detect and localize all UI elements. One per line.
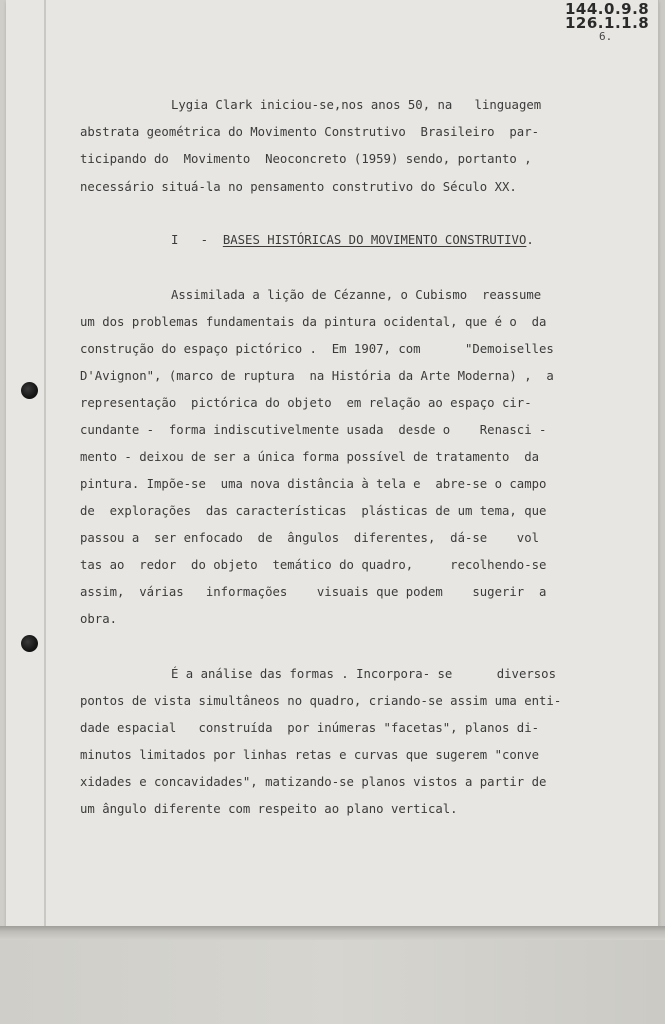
archive-ref-2: 126.1.1.8	[565, 14, 650, 32]
para3-line-2: pontos de vista simultâneos no quadro, criando-se assim uma enti-	[80, 694, 562, 708]
punch-hole-bottom	[21, 635, 38, 652]
para2-line-1: Assimilada a lição de Cézanne, o Cubismo reassume	[171, 288, 542, 302]
para2-line-11: tas ao redor do objeto temático do quadro, recolhendo-se	[80, 558, 547, 572]
para2-line-10: passou a ser enfocado de ângulos diferentes, dá-se vol	[80, 531, 540, 545]
para1-line-2: abstrata geométrica do Movimento Construtivo Brasileiro par-	[80, 125, 540, 139]
para2-line-8: pintura. Impõe-se uma nova distância à tela e abre-se o campo	[80, 477, 547, 491]
page-number: 6.	[599, 30, 613, 43]
page-fold-line	[44, 0, 46, 926]
para2-line-12: assim, várias informações visuais que podem sugerir a	[80, 585, 547, 599]
para1-line-1: Lygia Clark iniciou-se,nos anos 50, na linguagem	[171, 98, 542, 112]
section-heading	[171, 233, 534, 247]
para1-line-3: ticipando do Movimento Neoconcreto (1959) sendo, portanto ,	[80, 152, 532, 166]
para3-line-3: dade espacial construída por inúmeras "facetas", planos di-	[80, 721, 540, 735]
para3-line-4: minutos limitados por linhas retas e curvas que sugerem "conve	[80, 748, 540, 762]
page-bottom-edge	[0, 926, 665, 940]
para3-line-1: É a análise das formas . Incorpora- se diversos	[171, 667, 556, 681]
para2-line-6: cundante - forma indiscutivelmente usada desde o Renasci -	[80, 423, 547, 437]
para2-line-4: D'Avignon", (marco de ruptura na História da Arte Moderna) , a	[80, 369, 554, 383]
heading-period: .	[526, 233, 534, 247]
archive-ref-1: 144.0.9.8	[565, 0, 650, 18]
para2-line-9: de explorações das características plásticas de um tema, que	[80, 504, 547, 518]
para2-line-3: construção do espaço pictórico . Em 1907, com "Demoiselles	[80, 342, 554, 356]
para3-line-5: xidades e concavidades", matizando-se planos vistos a partir de	[80, 775, 547, 789]
archive-reference	[565, 0, 650, 43]
para1-line-4: necessário situá-la no pensamento construtivo do Século XX.	[80, 180, 517, 194]
para3-line-6: um ângulo diferente com respeito ao plano vertical.	[80, 802, 458, 816]
punch-hole-top	[21, 382, 38, 399]
heading-number: I -	[171, 233, 223, 247]
para2-line-5: representação pictórica do objeto em relação ao espaço cir-	[80, 396, 532, 410]
para2-line-13: obra.	[80, 612, 118, 626]
para2-line-7: mento - deixou de ser a única forma possível de tratamento da	[80, 450, 540, 464]
para2-line-2: um dos problemas fundamentais da pintura ocidental, que é o da	[80, 315, 547, 329]
heading-title: BASES HISTÓRICAS DO MOVIMENTO CONSTRUTIVO	[222, 233, 527, 247]
